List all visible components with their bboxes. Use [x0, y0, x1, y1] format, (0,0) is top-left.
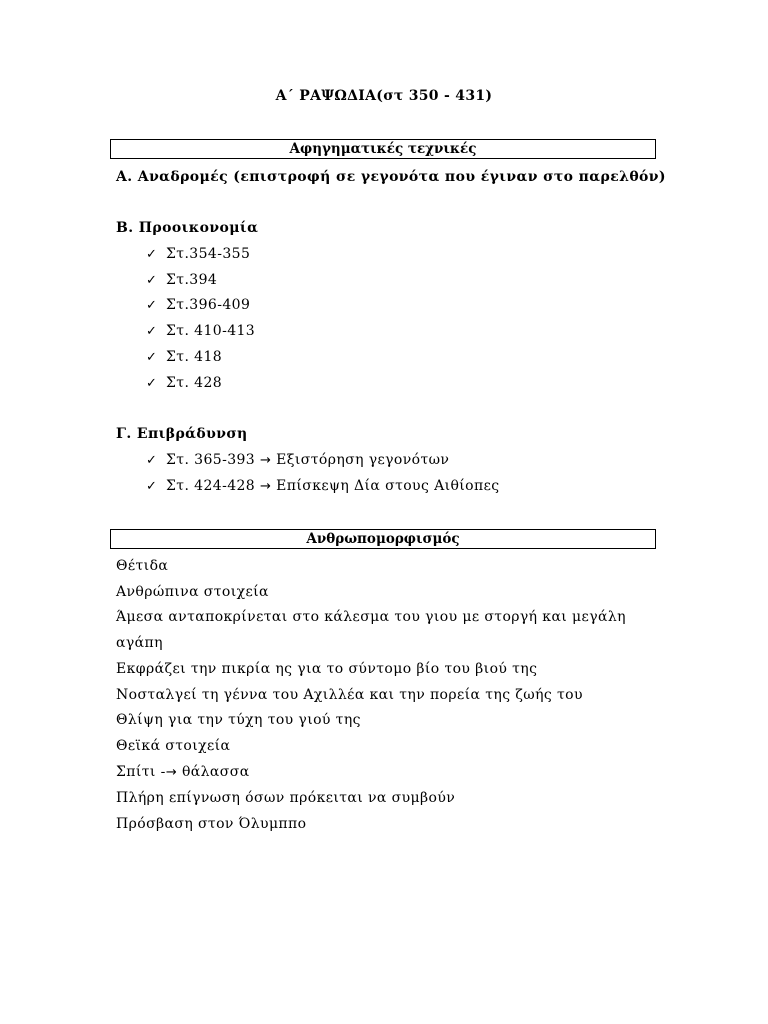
list-item — [146, 375, 222, 391]
checkmark-icon: ✓ — [146, 298, 158, 313]
page-title: Α΄ ΡΑΨΩΔΙΑ(στ 350 - 431) — [275, 88, 493, 104]
analepsis-heading: Α. Αναδρομές (επιστροφή σε γεγονότα που έγιναν στο παρελθόν) — [116, 169, 666, 185]
list-item — [146, 452, 449, 468]
checkmark-icon: ✓ — [146, 247, 158, 262]
list-item — [146, 323, 255, 339]
list-item — [146, 297, 250, 313]
text-line — [116, 764, 250, 780]
text-line: Θλίψη για την τύχη του γιού της — [116, 712, 361, 728]
list-item — [146, 272, 217, 288]
list-item — [146, 349, 222, 365]
text-line: Άμεσα ανταποκρίνεται στο κάλεσμα του γιου με στοργή και μεγάλη — [116, 609, 626, 625]
anthropomorphism-header: Ανθρωπομορφισμός — [110, 529, 656, 549]
list-item-text: Εξιστόρηση γεγονότων — [276, 452, 450, 468]
list-item-text: Στ.394 — [166, 272, 218, 288]
list-item-text: Στ. 418 — [166, 349, 223, 365]
list-item-text: Επίσκεψη Δία στους Αιθίοπες — [276, 478, 500, 494]
list-item-text: Στ. 428 — [166, 375, 223, 391]
text-line: Νοσταλγεί τη γέννα του Αχιλλέα και την πορεία της ζωής του — [116, 687, 583, 703]
text-line: Εκφράζει την πικρία ης για το σύντομο βίο του βιού της — [116, 661, 538, 677]
human-elements-heading: Ανθρώπινα στοιχεία — [116, 584, 269, 600]
home-target: θάλασσα — [181, 764, 250, 780]
retardation-heading: Γ. Επιβράδυνση — [116, 426, 248, 442]
list-item-text: Στ. 410-413 — [166, 323, 256, 339]
home-label: Σπίτι - — [116, 764, 166, 780]
text-line: Πλήρη επίγνωση όσων πρόκειται να συμβούν — [116, 790, 456, 806]
checkmark-icon: ✓ — [146, 479, 158, 494]
checkmark-icon: ✓ — [146, 273, 158, 288]
list-item — [146, 478, 500, 494]
text-line: Πρόσβαση στον Όλυμππο — [116, 816, 307, 832]
verse-range: Στ. 365-393 — [166, 452, 256, 468]
list-item-text: Στ.354-355 — [166, 246, 251, 262]
checkmark-icon: ✓ — [146, 453, 158, 468]
divine-elements-heading: Θεϊκά στοιχεία — [116, 738, 231, 754]
list-item — [146, 246, 250, 262]
prolepsis-heading: Β. Προοικονομία — [116, 220, 259, 236]
checkmark-icon: ✓ — [146, 324, 158, 339]
list-item-text: Στ.396-409 — [166, 297, 251, 313]
right-arrow-icon: → — [259, 479, 272, 494]
narrative-techniques-header: Αφηγηματικές τεχνικές — [110, 139, 656, 159]
right-arrow-icon: → — [259, 453, 272, 468]
right-arrow-icon: → — [165, 765, 178, 780]
checkmark-icon: ✓ — [146, 350, 158, 365]
verse-range: Στ. 424-428 — [166, 478, 256, 494]
checkmark-icon: ✓ — [146, 376, 158, 391]
text-line: αγάπη — [116, 635, 163, 651]
character-name: Θέτιδα — [116, 558, 169, 574]
